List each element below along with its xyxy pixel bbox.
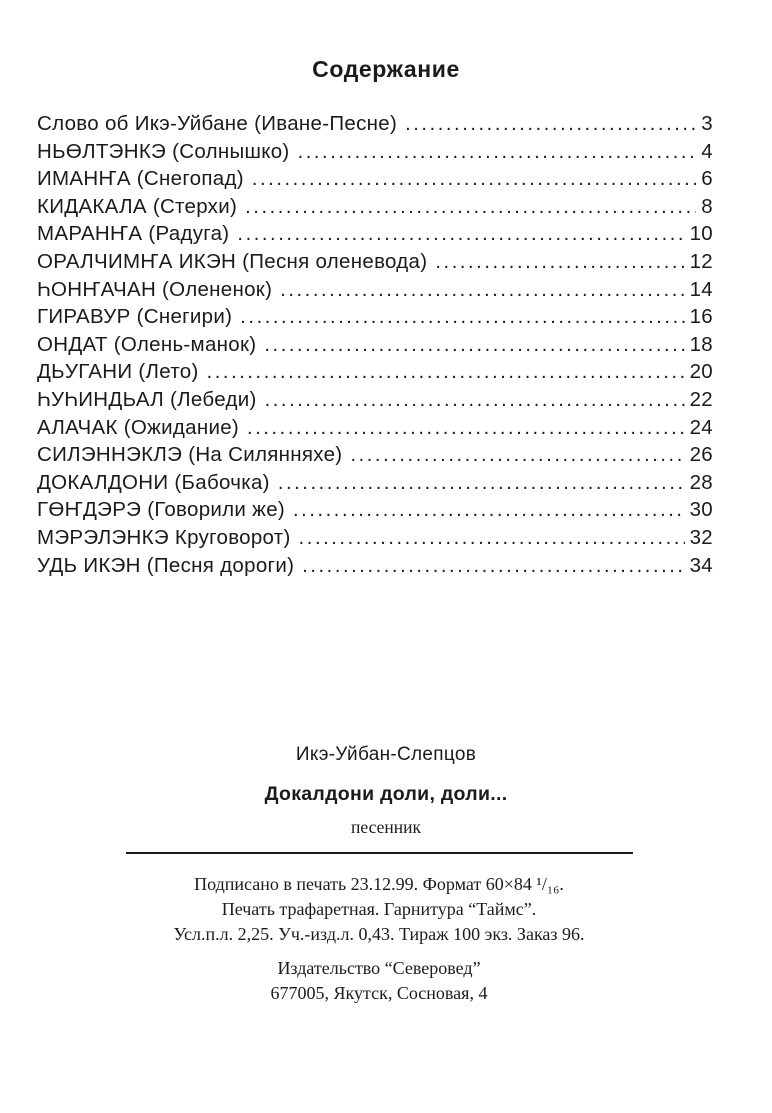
leader-dots <box>280 278 684 302</box>
toc-entry <box>37 471 713 499</box>
toc-page-number: 30 <box>689 498 713 522</box>
publisher-block <box>63 956 695 1006</box>
leader-dots <box>252 167 696 191</box>
leader-dots <box>350 443 684 467</box>
leader-dots <box>293 498 685 522</box>
page-title: Содержание <box>312 56 460 82</box>
leader-dots <box>207 360 685 384</box>
leader-dots <box>278 471 685 495</box>
toc-entry <box>37 140 713 168</box>
toc-entry <box>37 167 713 195</box>
leader-dots <box>237 222 684 246</box>
toc-page-number: 16 <box>689 305 713 329</box>
toc-entry <box>37 222 713 250</box>
toc-entry-title: ИМАНҤА (Снегопад) <box>37 167 244 191</box>
leader-dots <box>302 554 684 578</box>
toc-entry-title: УДЬ ИКЭН (Песня дороги) <box>37 553 295 577</box>
toc-entry-title: ОРАЛЧИМҤА ИКЭН (Песня оленевода) <box>37 249 428 273</box>
toc-page-number: 24 <box>689 415 713 439</box>
toc-entry <box>37 195 713 223</box>
imprint-line: Усл.п.л. 2,25. Уч.-изд.л. 0,43. Тираж 100 экз. Заказ 96. <box>173 924 585 944</box>
toc-entry-title: ҺОНҤАЧАН (Олененок) <box>37 277 273 301</box>
toc-page-number: 10 <box>689 222 713 246</box>
leader-dots <box>264 333 684 357</box>
toc-entry <box>37 498 713 526</box>
toc-entry-title: ГИРАВУР (Снегири) <box>37 305 233 329</box>
toc-entry-title: ҺУҺИНДЬАЛ (Лебеди) <box>37 387 257 411</box>
toc-entry-title: АЛАЧАК (Ожидание) <box>37 415 240 439</box>
colophon-book-title: Докалдони доли, доли... <box>264 783 508 805</box>
toc-page-number: 3 <box>701 112 713 135</box>
toc-page-number: 20 <box>689 360 713 384</box>
toc-entry-title: НЬӨЛТЭНКЭ (Солнышко) <box>37 139 290 163</box>
toc-entry <box>37 112 713 140</box>
leader-dots <box>247 416 685 440</box>
toc-page-number: 34 <box>689 553 713 577</box>
toc-entry-title: ГӨҤДЭРЭ (Говорили же) <box>37 498 286 522</box>
leader-dots <box>405 112 696 136</box>
toc-page-number: 4 <box>701 139 713 163</box>
publisher-line: 677005, Якутск, Сосновая, 4 <box>270 983 488 1003</box>
toc-entry-title: ДЬУГАНИ (Лето) <box>37 360 199 384</box>
toc-entry-title: СИЛЭННЭКЛЭ (На Силянняхе) <box>37 443 343 467</box>
imprint-line: Подписано в печать 23.12.99. Формат 60×84 ¹/₁₆. <box>194 874 564 894</box>
horizontal-divider <box>126 852 633 854</box>
toc-entry-title: Слово об Икэ-Уйбане (Иване-Песне) <box>37 112 398 135</box>
toc-entry-title: МЭРЭЛЭНКЭ Круговорот) <box>37 525 291 549</box>
toc-entry <box>37 250 713 278</box>
colophon-author: Икэ-Уйбан-Слепцов <box>295 744 477 765</box>
toc-entry <box>37 278 713 306</box>
imprint-block <box>63 872 695 947</box>
toc-page-number: 18 <box>689 332 713 356</box>
toc-entry-title: КИДАКАЛА (Стерхи) <box>37 194 238 218</box>
toc-entry <box>37 388 713 416</box>
toc-page-number: 8 <box>701 194 713 218</box>
leader-dots <box>265 388 685 412</box>
toc-entry <box>37 526 713 554</box>
toc-entry <box>37 554 713 582</box>
leader-dots <box>245 195 696 219</box>
imprint-line: Печать трафаретная. Гарнитура “Таймс”. <box>221 899 537 919</box>
toc-page-number: 22 <box>689 387 713 411</box>
leader-dots <box>298 140 697 164</box>
toc-page-number: 26 <box>689 443 713 467</box>
toc-entry <box>37 305 713 333</box>
toc-entry <box>37 360 713 388</box>
toc-page-number: 28 <box>689 470 713 494</box>
toc-page-number: 6 <box>701 167 713 191</box>
toc-entry-title: ДОКАЛДОНИ (Бабочка) <box>37 470 270 494</box>
leader-dots <box>240 305 684 329</box>
leader-dots <box>435 250 684 274</box>
colophon-subtitle: песенник <box>351 817 421 837</box>
toc-page-number: 14 <box>689 277 713 301</box>
table-of-contents <box>37 112 713 581</box>
toc-entry <box>37 443 713 471</box>
toc-page-number: 12 <box>689 249 713 273</box>
toc-page-number: 32 <box>689 525 713 549</box>
leader-dots <box>299 526 685 550</box>
toc-entry-title: МАРАНҤА (Радуга) <box>37 222 230 246</box>
publisher-line: Издательство “Северовед” <box>277 958 481 978</box>
toc-entry <box>37 333 713 361</box>
toc-entry-title: ОНДАТ (Олень-манок) <box>37 332 257 356</box>
toc-entry <box>37 416 713 444</box>
